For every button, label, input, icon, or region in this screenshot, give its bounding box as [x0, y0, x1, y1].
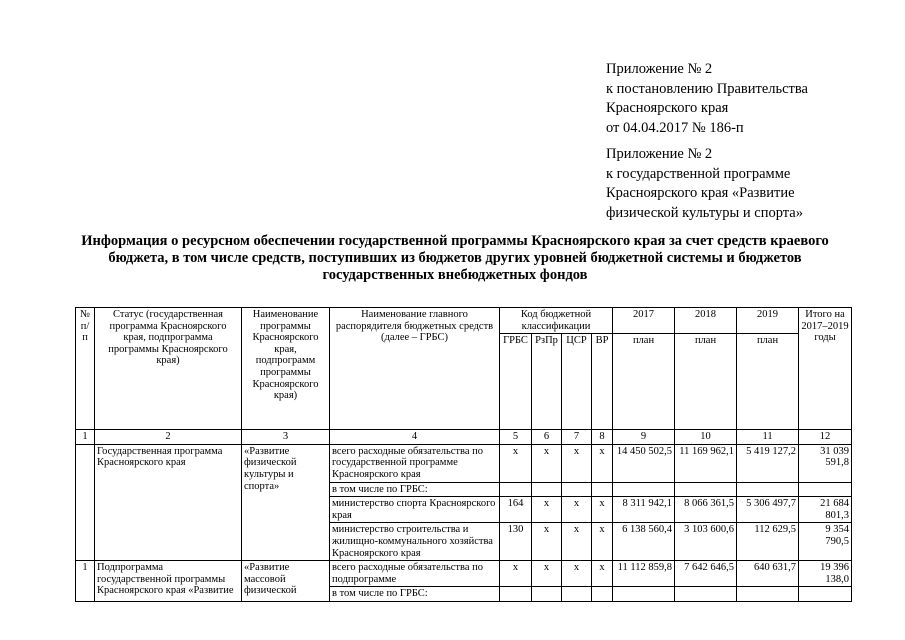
row-value-2018: 3 103 600,6 — [675, 523, 737, 561]
column-number: 10 — [675, 430, 737, 445]
header-year-2018: 2018 — [675, 308, 737, 334]
column-number: 4 — [330, 430, 500, 445]
row-value-2017 — [613, 482, 675, 497]
appendix-2-line: Приложение № 2 — [606, 146, 713, 162]
column-number: 6 — [532, 430, 562, 445]
row-grbs-name: в том числе по ГРБС: — [330, 482, 500, 497]
header-vr: ВР — [592, 334, 613, 430]
row-value-2017: 6 138 560,4 — [613, 523, 675, 561]
row-rzpr — [532, 482, 562, 497]
row-value-2018 — [675, 587, 737, 602]
row-value-2018: 7 642 646,5 — [675, 561, 737, 587]
header-budget-code: Код бюджетной классификации — [500, 308, 613, 334]
row-grbs-code — [500, 482, 532, 497]
row-grbs-code: х — [500, 444, 532, 482]
row-value-total — [799, 482, 852, 497]
row-grbs-name: министерство спорта Красноярского края — [330, 497, 500, 523]
row-rzpr: х — [532, 444, 562, 482]
header-status: Статус (государственная программа Красноярского края, подпрограмма программы Красноярского края) — [95, 308, 242, 430]
header-grbs: ГРБС — [500, 334, 532, 430]
column-number: 2 — [95, 430, 242, 445]
appendix-2-line: Красноярского края «Развитие — [606, 185, 795, 201]
appendix-1-line: Приложение № 2 — [606, 61, 713, 77]
row-grbs-name: всего расходные обязательства по подпрограмме — [330, 561, 500, 587]
row-value-2019: 112 629,5 — [737, 523, 799, 561]
table-row — [76, 444, 852, 482]
row-value-2018: 11 169 962,1 — [675, 444, 737, 482]
row-vr: х — [592, 444, 613, 482]
row-value-2017: 8 311 942,1 — [613, 497, 675, 523]
header-plan-2017: план — [613, 334, 675, 430]
appendix-2-block — [606, 145, 803, 223]
header-grbs-name: Наименование главного распорядителя бюджетных средств (далее – ГРБС) — [330, 308, 500, 430]
row-value-2019 — [737, 482, 799, 497]
column-number: 3 — [242, 430, 330, 445]
row-status: Подпрограмма государственной программы Красноярского края «Развитие — [95, 561, 242, 602]
row-vr: х — [592, 561, 613, 587]
header-total: Итого на 2017–2019 годы — [799, 308, 852, 430]
row-value-total: 31 039 591,8 — [799, 444, 852, 482]
table-row — [76, 561, 852, 587]
row-rzpr: х — [532, 523, 562, 561]
header-year-2019: 2019 — [737, 308, 799, 334]
column-number: 11 — [737, 430, 799, 445]
row-rzpr — [532, 587, 562, 602]
appendix-1-block — [606, 60, 808, 138]
row-grbs-name: всего расходные обязательства по государственной программе Красноярского края — [330, 444, 500, 482]
row-num: 1 — [76, 561, 95, 602]
row-value-2017: 11 112 859,8 — [613, 561, 675, 587]
row-grbs-code: 164 — [500, 497, 532, 523]
row-vr: х — [592, 497, 613, 523]
row-csr: х — [562, 523, 592, 561]
row-csr: х — [562, 497, 592, 523]
row-value-2018 — [675, 482, 737, 497]
row-value-2018: 8 066 361,5 — [675, 497, 737, 523]
header-row — [76, 308, 852, 334]
appendix-1-line: от 04.04.2017 № 186-п — [606, 119, 744, 136]
row-grbs-code: 130 — [500, 523, 532, 561]
row-grbs-name: министерство строительства и жилищно-коммунального хозяйства Красноярского края — [330, 523, 500, 561]
header-plan-2019: план — [737, 334, 799, 430]
row-csr: х — [562, 444, 592, 482]
header-csr: ЦСР — [562, 334, 592, 430]
row-rzpr: х — [532, 497, 562, 523]
column-number: 5 — [500, 430, 532, 445]
row-num — [76, 444, 95, 560]
row-rzpr: х — [532, 561, 562, 587]
header-year-2017: 2017 — [613, 308, 675, 334]
resource-table — [75, 307, 852, 602]
column-number: 9 — [613, 430, 675, 445]
row-value-total: 9 354 790,5 — [799, 523, 852, 561]
row-value-2017 — [613, 587, 675, 602]
row-value-2019: 5 306 497,7 — [737, 497, 799, 523]
row-value-total: 19 396 138,0 — [799, 561, 852, 587]
appendix-1-line: Красноярского края — [606, 100, 729, 116]
header-program-name: Наименование программы Красноярского края, подпрограмм программы Красноярского края) — [242, 308, 330, 430]
row-csr — [562, 482, 592, 497]
row-csr: х — [562, 561, 592, 587]
column-number-row — [76, 430, 852, 445]
appendix-1-line: к постановлению Правительства — [606, 80, 808, 97]
column-number: 12 — [799, 430, 852, 445]
row-value-2019: 5 419 127,2 — [737, 444, 799, 482]
appendix-2-line: к государственной программе — [606, 165, 791, 182]
appendix-2-line: физической культуры и спорта» — [606, 204, 803, 221]
row-program-name: «Развитие физической культуры и спорта» — [242, 444, 330, 560]
row-status: Государственная программа Красноярского края — [95, 444, 242, 560]
row-grbs-code: х — [500, 561, 532, 587]
row-program-name: «Развитие массовой физической — [242, 561, 330, 602]
row-value-2017: 14 450 502,5 — [613, 444, 675, 482]
row-csr — [562, 587, 592, 602]
column-number: 7 — [562, 430, 592, 445]
row-value-total — [799, 587, 852, 602]
column-number: 8 — [592, 430, 613, 445]
header-plan-2018: план — [675, 334, 737, 430]
row-value-2019: 640 631,7 — [737, 561, 799, 587]
header-rzpr: РзПр — [532, 334, 562, 430]
row-value-2019 — [737, 587, 799, 602]
row-grbs-name: в том числе по ГРБС: — [330, 587, 500, 602]
document-title: Информация о ресурсном обеспечении государственной программы Красноярского края за счет средств краевого бюджета, в том числе средств, поступивших из бюджетов других уровней бюджетной системы и бюджетов государственных внебюджетных фондов — [81, 233, 829, 283]
row-vr: х — [592, 523, 613, 561]
column-number: 1 — [76, 430, 95, 445]
row-vr — [592, 587, 613, 602]
header-num: № п/п — [76, 308, 95, 430]
row-value-total: 21 684 801,3 — [799, 497, 852, 523]
row-vr — [592, 482, 613, 497]
row-grbs-code — [500, 587, 532, 602]
